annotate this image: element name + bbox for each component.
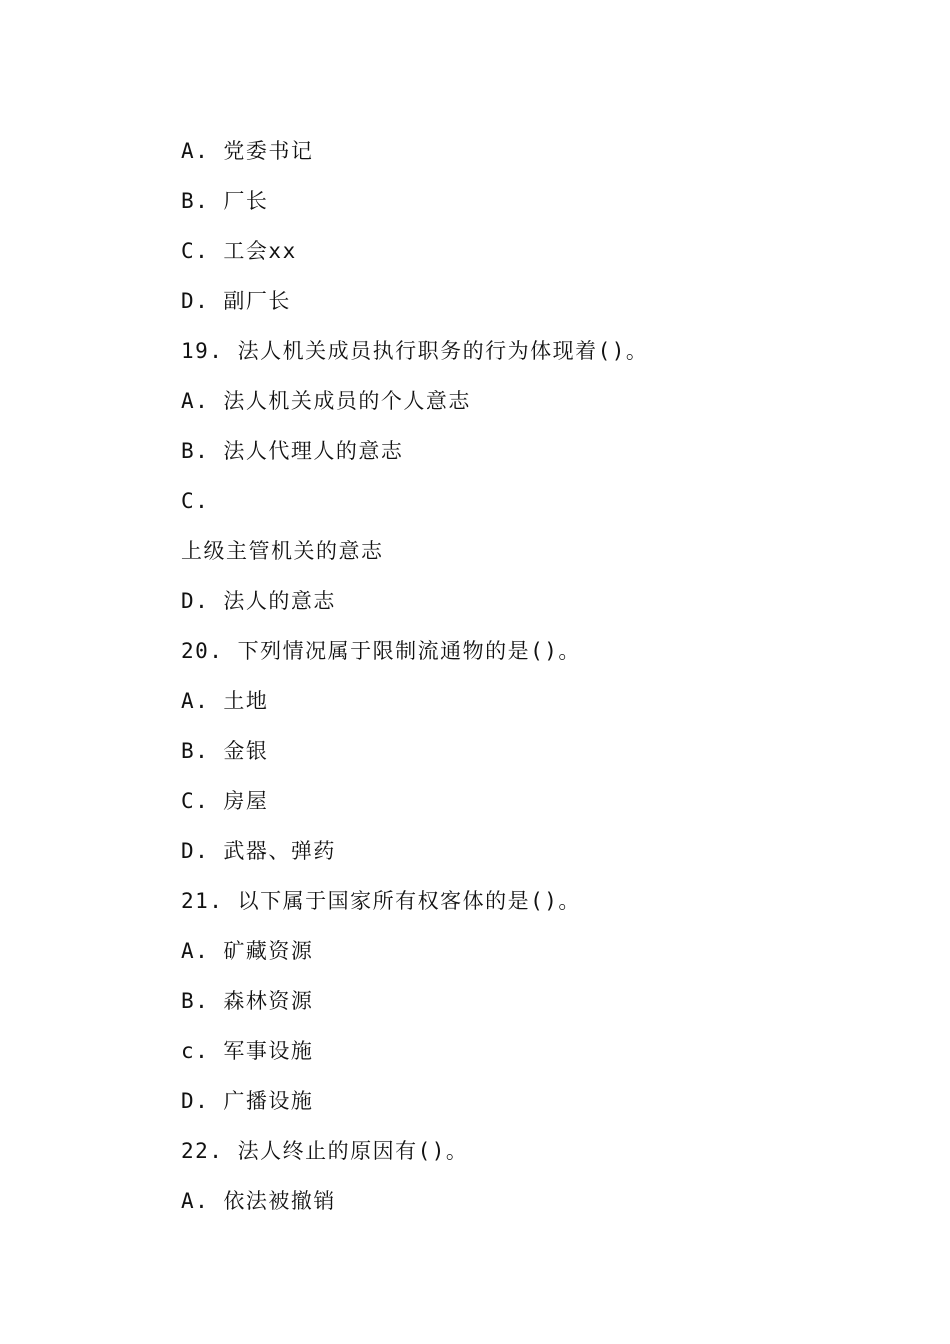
option-line: B. 法人代理人的意志 <box>181 439 404 463</box>
option-line: D. 副厂长 <box>181 289 291 313</box>
option-line: B. 金银 <box>181 739 269 763</box>
question-list <box>181 135 901 1235</box>
question-line: 22. 法人终止的原因有()。 <box>181 1139 469 1163</box>
option-line: C. 工会xx <box>181 239 297 263</box>
option-line: B. 森林资源 <box>181 989 314 1013</box>
option-line: c. 军事设施 <box>181 1039 314 1063</box>
option-line: C. 房屋 <box>181 789 269 813</box>
option-line: D. 广播设施 <box>181 1089 314 1113</box>
option-line: B. 厂长 <box>181 189 269 213</box>
option-line: A. 法人机关成员的个人意志 <box>181 389 471 413</box>
option-line: A. 党委书记 <box>181 139 314 163</box>
question-line: 19. 法人机关成员执行职务的行为体现着()。 <box>181 339 649 363</box>
option-line: A. 土地 <box>181 689 269 713</box>
option-line: C. <box>181 489 210 513</box>
option-line: A. 依法被撤销 <box>181 1189 336 1213</box>
option-line: D. 武器、弹药 <box>181 839 336 863</box>
option-line: A. 矿藏资源 <box>181 939 314 963</box>
option-continuation-line: 上级主管机关的意志 <box>181 539 384 563</box>
option-line: D. 法人的意志 <box>181 589 336 613</box>
question-line: 20. 下列情况属于限制流通物的是()。 <box>181 639 581 663</box>
question-line: 21. 以下属于国家所有权客体的是()。 <box>181 889 581 913</box>
